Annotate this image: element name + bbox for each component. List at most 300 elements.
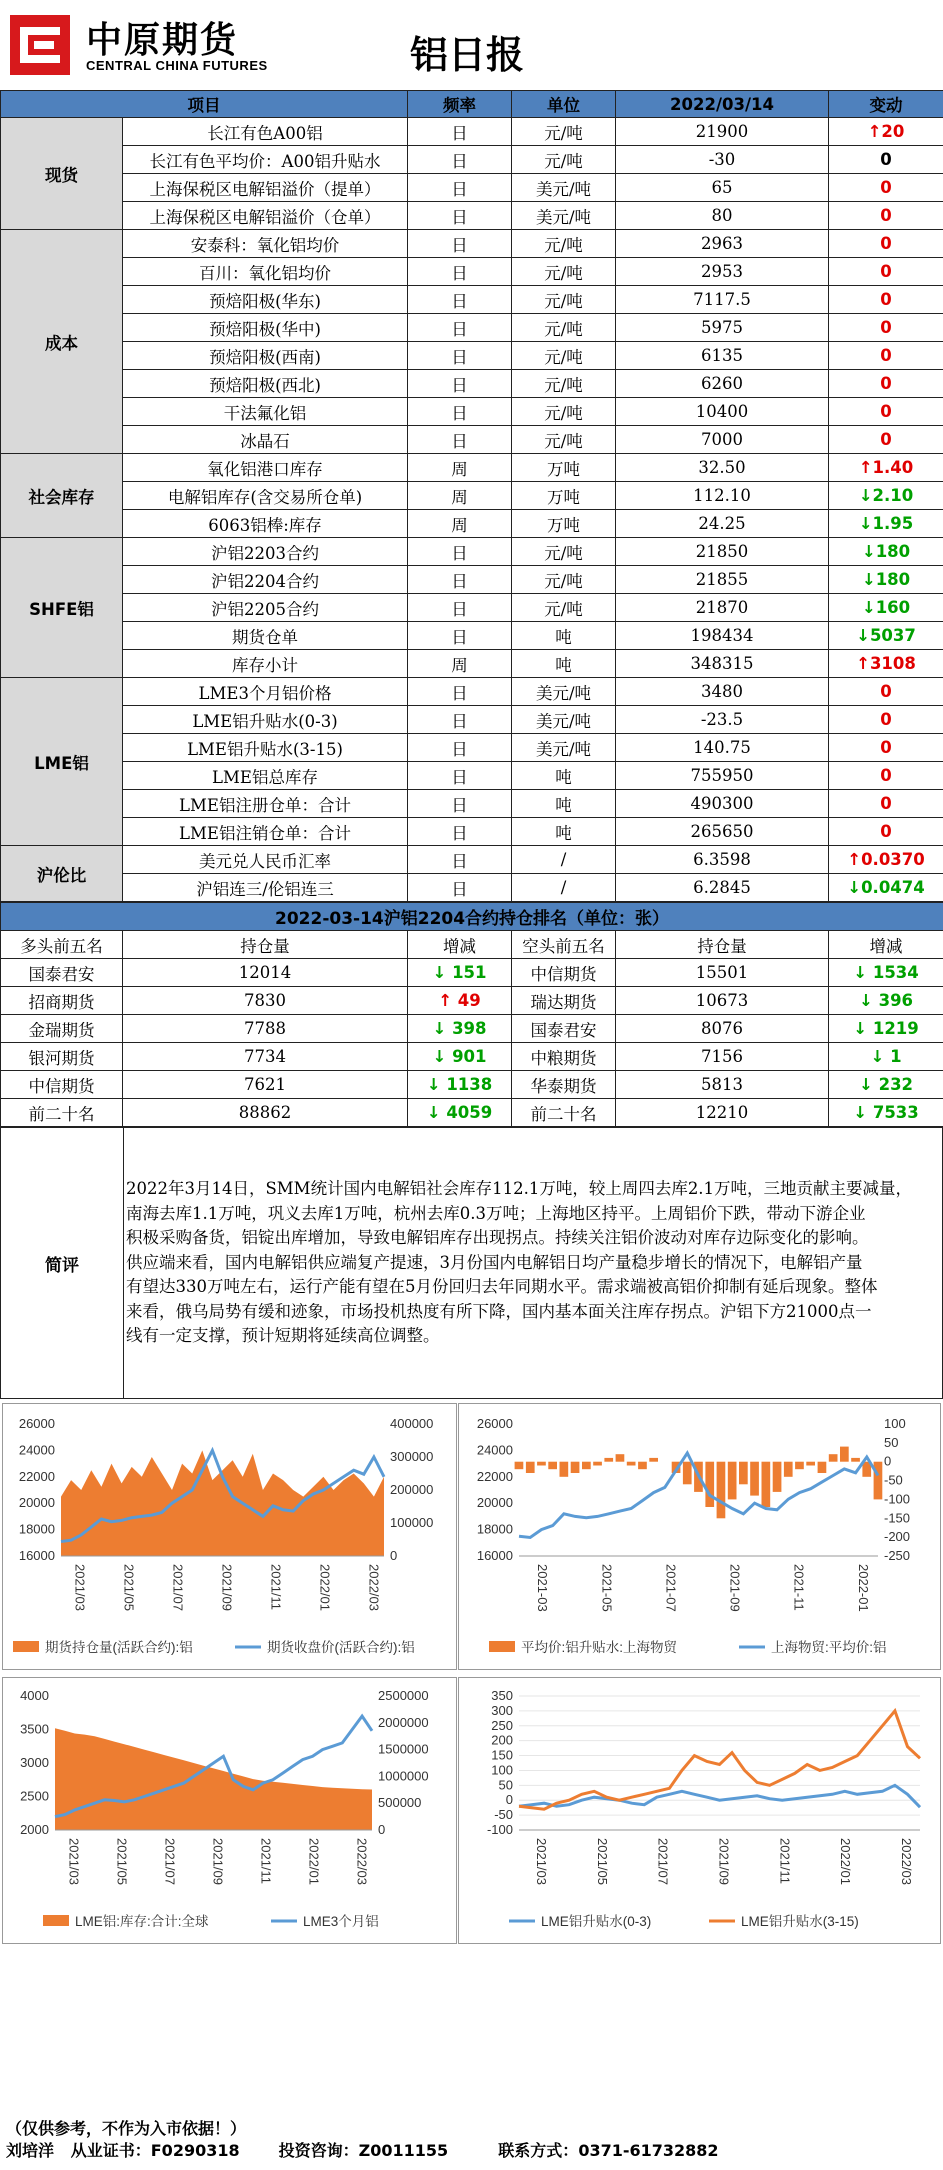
legend-label: LME3个月铝 <box>303 1914 379 1929</box>
x-tick-label: 2021/11 <box>258 1838 274 1885</box>
x-tick-label: 2021/05 <box>595 1838 610 1885</box>
y-right-tick-label: -50 <box>884 1472 903 1488</box>
table-row <box>1 230 943 258</box>
y-right-tick-label: 50 <box>884 1434 899 1450</box>
cell-change <box>829 678 943 706</box>
chart-box-1 <box>2 1403 457 1670</box>
cell-value: 6260 <box>616 370 829 398</box>
series-bar <box>773 1462 782 1492</box>
cell-unit: 元/吨 <box>512 538 616 566</box>
category-label: 成本 <box>1 230 123 454</box>
table-row <box>1 594 943 622</box>
change-value: 0.0474 <box>861 878 925 897</box>
table-row <box>1 566 943 594</box>
change-value: 20 <box>881 122 905 141</box>
cell-value: 21900 <box>616 118 829 146</box>
short-position: 10673 <box>616 987 829 1015</box>
change-value: 0 <box>880 290 892 309</box>
cell-unit: 美元/吨 <box>512 202 616 230</box>
table-header-row <box>1 91 943 118</box>
commentary-label: 简评 <box>1 1128 124 1399</box>
cell-item: 预焙阳极(华东) <box>123 286 408 314</box>
change-value: 0.0370 <box>861 850 925 869</box>
y-left-tick-label: 100 <box>491 1762 513 1778</box>
cell-change <box>829 566 943 594</box>
change-value: 0 <box>880 738 892 757</box>
category-label: 社会库存 <box>1 454 123 538</box>
series-bar <box>560 1462 569 1477</box>
holdings-header: 多头前五名 <box>1 931 123 959</box>
cell-item: 干法氟化铝 <box>123 398 408 426</box>
cell-freq: 周 <box>408 482 512 510</box>
cell-unit: 元/吨 <box>512 146 616 174</box>
commentary-line: 来看，俄乌局势有缓和迹象，市场投机热度有所下降，国内基本面关注库存拐点。沪铝下方21000点一 <box>126 1301 872 1321</box>
cell-freq: 日 <box>408 398 512 426</box>
y-left-tick-label: 24000 <box>476 1442 513 1458</box>
y-left-tick-label: 250 <box>491 1717 513 1733</box>
cell-freq: 日 <box>408 202 512 230</box>
indicator-table <box>0 90 943 902</box>
arrow-down-icon: ↓ <box>859 1075 879 1094</box>
table-row <box>1 734 943 762</box>
holdings-row <box>1 1043 943 1071</box>
legend-label: LME铝升贴水(3-15) <box>741 1914 859 1929</box>
commentary-line: 2022年3月14日，SMM统计国内电解铝社会库存112.1万吨，较上周四去库2.1万吨，三地贡献主要减量， <box>126 1179 913 1199</box>
arrow-down-icon: ↓ <box>870 1047 891 1066</box>
y-right-tick-label: 400000 <box>390 1416 434 1431</box>
cell-value: 140.75 <box>616 734 829 762</box>
cell-item: LME铝总库存 <box>123 762 408 790</box>
x-tick-label: 2021/09 <box>716 1838 732 1885</box>
y-right-tick-label: 500000 <box>378 1795 422 1811</box>
series-bar <box>537 1462 546 1466</box>
arrow-down-icon: ↓ <box>861 542 876 561</box>
cell-item: LME铝升贴水(0-3) <box>123 706 408 734</box>
cell-change <box>829 342 943 370</box>
holdings-row <box>1 1015 943 1043</box>
arrow-down-icon: ↓ <box>859 991 879 1010</box>
series-bar <box>717 1462 726 1519</box>
company-logo-icon <box>10 15 70 75</box>
change-value: 3108 <box>869 654 916 673</box>
y-left-tick-label: 200 <box>491 1732 513 1748</box>
long-broker: 国泰君安 <box>1 959 123 987</box>
chart-box-2 <box>458 1403 941 1670</box>
cell-unit: 元/吨 <box>512 230 616 258</box>
y-left-tick-label: 26000 <box>476 1416 513 1431</box>
cell-change <box>829 482 943 510</box>
y-right-tick-label: 0 <box>378 1822 386 1837</box>
series-bar <box>515 1462 524 1470</box>
x-tick-label: 2021-09 <box>727 1564 743 1612</box>
cell-change <box>829 118 943 146</box>
long-broker: 中信期货 <box>1 1071 123 1099</box>
series-bar <box>829 1454 838 1462</box>
table-row <box>1 706 943 734</box>
cell-unit: / <box>512 874 616 902</box>
long-broker: 金瑞期货 <box>1 1015 123 1043</box>
series-bar <box>705 1462 714 1507</box>
change-value: 0 <box>880 206 892 225</box>
cell-change <box>829 174 943 202</box>
table-row <box>1 454 943 482</box>
holdings-row <box>1 1099 943 1127</box>
cell-item: 期货仓单 <box>123 622 408 650</box>
cell-item: 长江有色平均价：A00铝升贴水 <box>123 146 408 174</box>
series-bar <box>649 1458 658 1462</box>
cell-item: 电解铝库存(含交易所仓单) <box>123 482 408 510</box>
cell-unit: 元/吨 <box>512 370 616 398</box>
cell-freq: 日 <box>408 370 512 398</box>
cell-value: 3480 <box>616 678 829 706</box>
change-value: 232 <box>878 1075 914 1094</box>
cell-value: 32.50 <box>616 454 829 482</box>
long-broker: 招商期货 <box>1 987 123 1015</box>
chart-lme-spreads <box>459 1678 940 1943</box>
commentary-line: 有望达330万吨左右，运行产能有望在5月份回归去年同期水平。需求端被高铝价抑制有延后现象。整体 <box>126 1277 878 1297</box>
header-date: 2022/03/14 <box>616 91 829 118</box>
cell-freq: 日 <box>408 426 512 454</box>
short-position: 12210 <box>616 1099 829 1127</box>
analyst-name: 刘培洋 <box>6 2141 55 2160</box>
table-row <box>1 678 943 706</box>
header-item: 项目 <box>1 91 408 118</box>
series-bar <box>582 1462 591 1470</box>
x-tick-label: 2021/07 <box>162 1838 178 1885</box>
cell-change <box>829 314 943 342</box>
cell-freq: 日 <box>408 538 512 566</box>
long-position: 7734 <box>123 1043 408 1071</box>
table-row <box>1 118 943 146</box>
table-row <box>1 146 943 174</box>
table-row <box>1 286 943 314</box>
cell-freq: 日 <box>408 566 512 594</box>
change-value: 1534 <box>872 963 919 982</box>
holdings-header: 持仓量 <box>123 931 408 959</box>
short-change <box>829 1043 943 1071</box>
cell-freq: 日 <box>408 762 512 790</box>
change-value: 0 <box>880 794 892 813</box>
commentary-line: 供应端来看，国内电解铝供应端复产提速，3月份国内电解铝日均产量稳步增长的情况下，电解铝产量 <box>126 1252 863 1272</box>
category-label: 现货 <box>1 118 123 230</box>
cell-item: LME铝注册仓单：合计 <box>123 790 408 818</box>
arrow-down-icon: ↓ <box>861 570 876 589</box>
chart-lme-stock-price <box>3 1678 456 1943</box>
long-position: 12014 <box>123 959 408 987</box>
cell-item: LME铝注销仓单：合计 <box>123 818 408 846</box>
cell-freq: 日 <box>408 678 512 706</box>
y-right-tick-label: 200000 <box>390 1482 434 1497</box>
y-right-tick-label: 1500000 <box>378 1741 429 1757</box>
y-left-tick-label: 2500 <box>20 1788 49 1804</box>
y-left-tick-label: 50 <box>498 1777 513 1793</box>
header-change: 变动 <box>829 91 943 118</box>
table-row <box>1 846 943 874</box>
legend-label: 期货收盘价(活跃合约):铝 <box>267 1640 415 1655</box>
cell-value: 755950 <box>616 762 829 790</box>
cell-value: -23.5 <box>616 706 829 734</box>
y-left-tick-label: 350 <box>491 1688 513 1703</box>
arrow-up-icon: ↑ <box>856 654 870 673</box>
legend-label: LME铝:库存:合计:全球 <box>75 1914 209 1929</box>
legend-swatch-icon <box>489 1641 515 1652</box>
cell-change <box>829 762 943 790</box>
change-value: 901 <box>452 1047 487 1066</box>
cell-value: 21855 <box>616 566 829 594</box>
legend-label: 上海物贸:平均价:铝 <box>771 1640 887 1655</box>
cell-change <box>829 594 943 622</box>
table-row <box>1 790 943 818</box>
cell-change <box>829 202 943 230</box>
series-bar <box>638 1462 647 1470</box>
cell-unit: 美元/吨 <box>512 174 616 202</box>
holdings-header: 空头前五名 <box>512 931 616 959</box>
report-title: 铝日报 <box>410 33 525 77</box>
table-row <box>1 258 943 286</box>
cell-change <box>829 398 943 426</box>
cell-item: LME铝升贴水(3-15) <box>123 734 408 762</box>
cell-value: 24.25 <box>616 510 829 538</box>
cell-unit: 万吨 <box>512 454 616 482</box>
long-change <box>408 1043 512 1071</box>
arrow-down-icon: ↓ <box>426 1103 447 1122</box>
cell-unit: 元/吨 <box>512 118 616 146</box>
arrow-up-icon: ↑ <box>438 991 458 1010</box>
holdings-row <box>1 987 943 1015</box>
chart-box-4 <box>458 1677 941 1944</box>
series-bar <box>728 1462 737 1500</box>
table-row <box>1 622 943 650</box>
change-value: 396 <box>878 991 914 1010</box>
change-value: 160 <box>875 598 911 617</box>
cell-freq: 日 <box>408 622 512 650</box>
logo-english-name: CENTRAL CHINA FUTURES <box>86 58 268 73</box>
cell-unit: 元/吨 <box>512 426 616 454</box>
short-broker: 瑞达期货 <box>512 987 616 1015</box>
arrow-down-icon: ↓ <box>858 514 873 533</box>
cell-value: -30 <box>616 146 829 174</box>
change-value: 0 <box>880 682 892 701</box>
y-left-tick-label: -100 <box>486 1822 513 1837</box>
series-bar <box>840 1447 849 1462</box>
y-right-tick-label: 2500000 <box>378 1688 429 1703</box>
short-change <box>829 1015 943 1043</box>
chart-shanghai-premium <box>459 1404 940 1669</box>
commentary-line: 积极采购备货，铝锭出库增加，导致电解铝库存出现拐点。持续关注铝价波动对库存边际变化的影响。 <box>126 1228 869 1248</box>
table-row <box>1 202 943 230</box>
x-tick-label: 2021/03 <box>66 1838 82 1885</box>
cell-value: 21870 <box>616 594 829 622</box>
change-value: 0 <box>880 430 892 449</box>
arrow-down-icon: ↓ <box>856 626 870 645</box>
cell-freq: 日 <box>408 874 512 902</box>
short-broker: 中信期货 <box>512 959 616 987</box>
cell-change <box>829 622 943 650</box>
y-left-tick-label: 22000 <box>476 1468 513 1484</box>
y-left-tick-label: -50 <box>494 1807 513 1823</box>
table-row <box>1 650 943 678</box>
x-tick-label: 2021/07 <box>655 1838 671 1885</box>
change-value: 1138 <box>446 1075 493 1094</box>
charts-area <box>0 1399 943 1959</box>
x-tick-label: 2021-05 <box>599 1564 615 1612</box>
cell-value: 65 <box>616 174 829 202</box>
cell-unit: 元/吨 <box>512 314 616 342</box>
change-value: 0 <box>880 766 892 785</box>
cell-unit: 吨 <box>512 762 616 790</box>
series-bar <box>806 1462 815 1466</box>
cell-value: 265650 <box>616 818 829 846</box>
cell-item: 上海保税区电解铝溢价（仓单） <box>123 202 408 230</box>
cell-unit: 美元/吨 <box>512 706 616 734</box>
header-unit: 单位 <box>512 91 616 118</box>
cell-value: 21850 <box>616 538 829 566</box>
short-broker: 华泰期货 <box>512 1071 616 1099</box>
x-tick-label: 2021/05 <box>114 1838 130 1885</box>
cell-value: 10400 <box>616 398 829 426</box>
arrow-down-icon: ↓ <box>847 878 862 897</box>
change-value: 2.10 <box>872 486 914 505</box>
long-position: 7621 <box>123 1071 408 1099</box>
arrow-down-icon: ↓ <box>853 1103 873 1122</box>
change-value: 0 <box>880 346 892 365</box>
cell-item: 库存小计 <box>123 650 408 678</box>
cell-change <box>829 230 943 258</box>
cell-freq: 日 <box>408 818 512 846</box>
short-position: 15501 <box>616 959 829 987</box>
cell-freq: 周 <box>408 650 512 678</box>
y-left-tick-label: 18000 <box>18 1521 55 1537</box>
commentary-line: 南海去库1.1万吨，巩义去库1万吨，杭州去库0.3万吨；上海地区持平。上周铝价下跌，带动下游企业 <box>126 1203 866 1223</box>
invest-number: Z0011155 <box>358 2141 449 2160</box>
series-bar <box>683 1462 692 1485</box>
cell-freq: 日 <box>408 342 512 370</box>
change-value: 0 <box>880 318 892 337</box>
cell-freq: 周 <box>408 510 512 538</box>
cell-item: 沪铝2205合约 <box>123 594 408 622</box>
cell-change <box>829 454 943 482</box>
cell-value: 7000 <box>616 426 829 454</box>
long-broker: 银河期货 <box>1 1043 123 1071</box>
cell-value: 2963 <box>616 230 829 258</box>
holdings-row <box>1 1071 943 1099</box>
change-value: 0 <box>880 150 892 169</box>
arrow-down-icon: ↓ <box>426 1075 447 1094</box>
series-bar <box>526 1462 535 1473</box>
cell-change <box>829 146 943 174</box>
change-value: 151 <box>452 963 487 982</box>
cell-item: 氧化铝港口库存 <box>123 454 408 482</box>
y-left-tick-label: 18000 <box>476 1521 513 1537</box>
series-bar <box>750 1462 759 1496</box>
series-bar <box>548 1462 557 1470</box>
cell-value: 112.10 <box>616 482 829 510</box>
arrow-up-icon: ↑ <box>858 458 873 477</box>
short-position: 8076 <box>616 1015 829 1043</box>
cell-change <box>829 874 943 902</box>
long-change <box>408 959 512 987</box>
x-tick-label: 2022/01 <box>317 1564 333 1611</box>
y-right-tick-label: -150 <box>884 1510 911 1526</box>
cell-item: 沪铝连三/伦铝连三 <box>123 874 408 902</box>
cell-freq: 周 <box>408 454 512 482</box>
x-tick-label: 2021/05 <box>121 1564 137 1611</box>
invest-label: 投资咨询： <box>278 2141 359 2160</box>
cell-freq: 日 <box>408 790 512 818</box>
contact-label: 联系方式： <box>498 2141 579 2160</box>
change-value: 1219 <box>872 1019 919 1038</box>
category-label: LME铝 <box>1 678 123 846</box>
y-left-tick-label: 26000 <box>18 1416 55 1431</box>
x-tick-label: 2021/11 <box>268 1564 284 1611</box>
x-tick-label: 2021-07 <box>663 1564 679 1612</box>
cell-unit: 万吨 <box>512 510 616 538</box>
cell-item: 百川：氧化铝均价 <box>123 258 408 286</box>
cell-freq: 日 <box>408 734 512 762</box>
cell-unit: 元/吨 <box>512 286 616 314</box>
table-row <box>1 510 943 538</box>
change-value: 0 <box>880 178 892 197</box>
chart-box-3 <box>2 1677 457 1944</box>
cell-item: 预焙阳极(华中) <box>123 314 408 342</box>
y-right-tick-label: 100000 <box>390 1515 434 1530</box>
series-bar <box>571 1462 580 1473</box>
short-change <box>829 1099 943 1127</box>
y-left-tick-label: 16000 <box>18 1548 55 1563</box>
cell-unit: 吨 <box>512 650 616 678</box>
short-change <box>829 959 943 987</box>
cell-change <box>829 538 943 566</box>
long-change <box>408 1071 512 1099</box>
cell-value: 490300 <box>616 790 829 818</box>
cell-item: 预焙阳极(西北) <box>123 370 408 398</box>
cell-freq: 日 <box>408 230 512 258</box>
cell-change <box>829 286 943 314</box>
arrow-up-icon: ↑ <box>867 122 882 141</box>
cell-unit: 吨 <box>512 790 616 818</box>
y-left-tick-label: 0 <box>505 1792 513 1808</box>
cell-change <box>829 510 943 538</box>
series-area <box>61 1450 384 1556</box>
table-row <box>1 314 943 342</box>
y-right-tick-label: 1000000 <box>378 1768 429 1784</box>
cell-value: 6135 <box>616 342 829 370</box>
table-row <box>1 398 943 426</box>
y-left-tick-label: 22000 <box>18 1468 55 1484</box>
contact-line <box>0 2140 943 2162</box>
holdings-table <box>0 902 943 1127</box>
cell-value: 198434 <box>616 622 829 650</box>
disclaimer: （仅供参考，不作为入市依据！） <box>6 2119 247 2138</box>
arrow-down-icon: ↓ <box>432 1047 453 1066</box>
x-tick-label: 2021/03 <box>534 1838 550 1885</box>
cell-item: 美元兑人民币汇率 <box>123 846 408 874</box>
x-tick-label: 2021/11 <box>777 1838 793 1885</box>
y-right-tick-label: 100 <box>884 1416 906 1431</box>
category-label: SHFE铝 <box>1 538 123 678</box>
cell-unit: 元/吨 <box>512 566 616 594</box>
short-change <box>829 987 943 1015</box>
legend-label: LME铝升贴水(0-3) <box>541 1914 652 1929</box>
logo-chinese-name: 中原期货 <box>86 20 239 61</box>
cell-item: 沪铝2204合约 <box>123 566 408 594</box>
cell-unit: / <box>512 846 616 874</box>
report-header <box>0 0 943 90</box>
change-value: 0 <box>880 822 892 841</box>
cell-value: 5975 <box>616 314 829 342</box>
short-broker: 中粮期货 <box>512 1043 616 1071</box>
long-position: 7830 <box>123 987 408 1015</box>
